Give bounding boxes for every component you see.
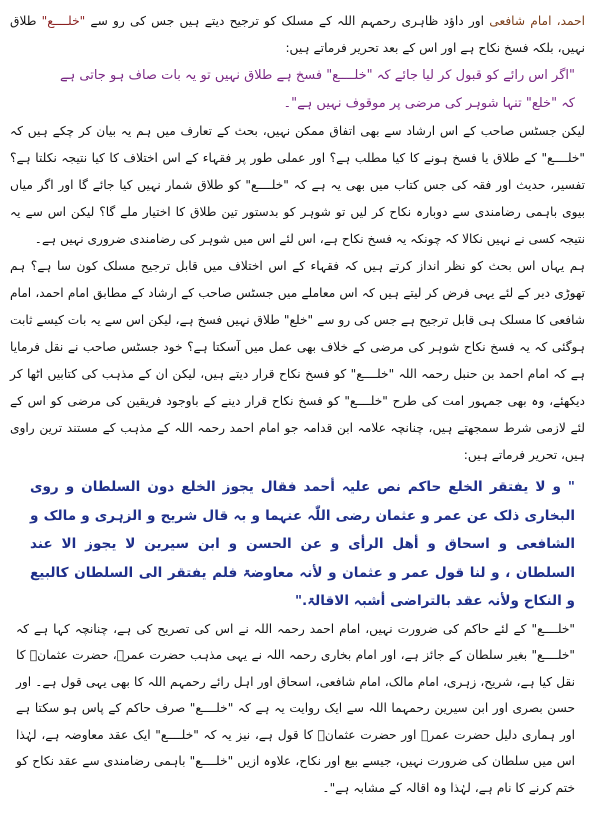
imam-names: احمد، امام شافعی — [489, 14, 585, 28]
block-quote: "اگر اس رائے کو قبول کر لیا جائے کہ "خلــــع" فسخ ہے طلاق نہیں تو یہ بات صاف ہو جاتی ہے کہ "خلع" تنہا شوہر کی مرضی پر موقوف نہیں ہے"۔ — [60, 68, 575, 111]
arabic-quote: " و لا یفتقر الخلع حاکم نص علیہ أحمد فقال یجوز الخلع دون السلطان و روی البخاری ذلک عن عمر و عثمان رضی اللّٰہ عنہما و بہ قال شریح و الزہری و مالک و الشافعی و اسحاق و أهل الرأی و عن الحسن و ابن سیرین لا یجوز الا عند السلطان ، و لنا قول عمر و عثمان و لأنہ معاوضۃ فلم یفتقر الی السلطان کالبیع و النکاح ولأنہ عقد بالتراضی أشبہ الاقالۃ." — [30, 479, 575, 609]
translation-paragraph: "خلــــع" کے لئے حاکم کی ضرورت نہیں، امام احمد رحمہ اللہ نے اس کی تصریح کی ہے، چنانچہ کہا ہے کہ "خلــــع" بغیر سلطان کے جائز ہے، اور امام بخاری رحمہ اللہ نے یہی مذہب حضرت عمرؓ، حضرت عثمانؓ کا نقل کیا ہے، شریح، زہری، امام مالک، امام شافعی، اسحاق اور اہل رائے رحمہم اللہ کا بھی یہی قول ہے۔ اور حسن بصری اور ابن سیرین رحمہما اللہ سے ایک روایت یہ ہے کہ "خلــــع" صرف حاکم کے پاس ہو سکتا ہے اور ہماری دلیل حضرت عمرؓ اور حضرت عثمانؓ کا قول ہے، نیز یہ کہ "خلــــع" ایک عقد معاوضہ ہے، لہٰذا اس میں سلطان کی ضرورت نہیں، جیسے بیع اور نکاح، علاوہ ازیں "خلــــع" باہمی رضامندی سے عقد نکاح کو ختم کرنے کا نام ہے، لہٰذا وہ اقالہ کے مشابہ ہے"۔ — [16, 621, 575, 795]
paragraph-1: لیکن جسٹس صاحب کے اس ارشاد سے بھی اتفاق ممکن نہیں، بحث کے تعارف میں ہم یہ بیان کر چکے ہیں کہ "خلــــع" کے طلاق یا فسخ ہونے کا کیا مطلب ہے؟ اور عملی طور پر فقہاء کے اس اختلاف کا کیا نتیجہ نکلتا ہے؟ تفسیر، حدیث اور فقہ کی جس کتاب میں بھی یہ ہے کہ "خلــــع" کو طلاق شمار نہیں کیا جائے گا اور اگر میاں بیوی باہمی رضامندی سے دوبارہ نکاح کر لیں تو شوہر کو بدستور تین طلاق کا اختیار ملے گا؟ لیکن اس سے یہ نتیجہ کسی نے نہیں نکالا کہ چونکہ یہ فسخ نکاح ہے، اس لئے اس میں شوہر کی رضامندی ضروری نہیں ہے۔ — [10, 124, 585, 246]
intro-paragraph — [10, 8, 585, 62]
intro-text-end: طلاق نہیں، بلکہ فسخ نکاح ہے اور اس کے بعد تحریر فرماتے ہیں: — [10, 14, 585, 55]
intro-text: اور داؤد ظاہری رحمہم اللہ کے مسلک کو ترجیح دیتے ہیں جس کی رو سے — [85, 14, 490, 28]
khula-term: "خلــــع" — [41, 14, 86, 28]
paragraph-2: ہم یہاں اس بحث کو نظر انداز کرتے ہیں کہ فقہاء کے اس اختلاف میں قابل ترجیح مسلک کون سا ہے؟ ہم تھوڑی دیر کے لئے یہی فرض کر لیتے ہیں کہ اس معاملے میں جسٹس صاحب کے ارشاد کے مطابق امام احمد، امام شافعی کا مسلک ہی قابل ترجیح ہے جس کی رو سے "خلع" طلاق نہیں فسخ ہے، لیکن اس سے یہ بات کیسے ثابت ہوگئی کہ یہ فسخ نکاح شوہر کی مرضی کے خلاف بھی عمل میں آسکتا ہے؟ خود جسٹس صاحب نے نقل فرمایا ہے کہ امام احمد بن حنبل رحمہ اللہ "خلــــع" کو فسخ نکاح قرار دیتے ہیں، لیکن ان کے مذہب کی کتابیں اٹھا کر دیکھئے، وہ بھی جمہور امت کی طرح "خلــــع" کو فسخ نکاح قرار دینے کے باوجود فریقین کی مرضی کو اس کے لئے لازمی شرط سمجھتے ہیں، چنانچہ علامہ ابن قدامہ جو امام احمد رحمہ اللہ کے مذہب کے مستند ترین راوی ہیں، تحریر فرماتے ہیں: — [10, 259, 585, 462]
